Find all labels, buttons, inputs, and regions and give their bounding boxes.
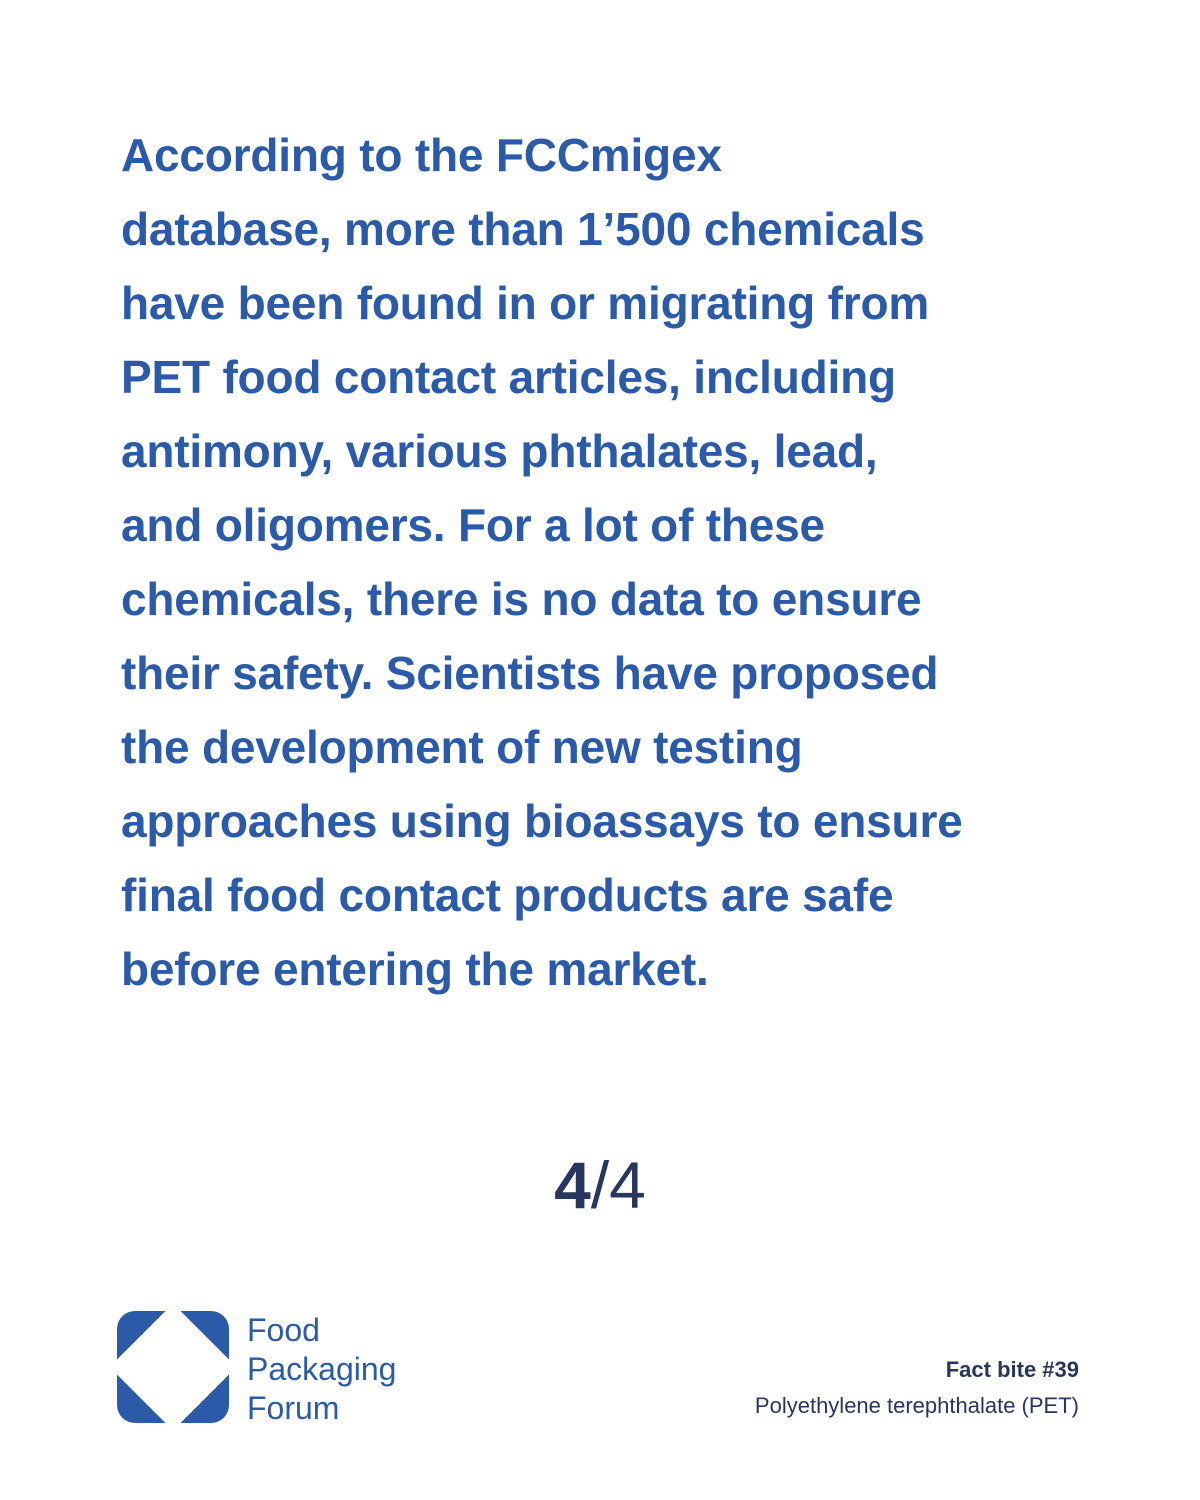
body-line: the development of new testing: [121, 721, 803, 773]
logo-word: Packaging: [247, 1351, 397, 1387]
fact-bite-title: Fact bite #39: [945, 1357, 1079, 1382]
body-line: database, more than 1’500 chemicals: [121, 203, 925, 255]
logo-word: Forum: [247, 1390, 340, 1426]
body-line: before entering the market.: [121, 943, 709, 995]
body-line: final food contact products are safe: [121, 869, 894, 921]
logo-mark-icon: [117, 1311, 229, 1423]
food-packaging-forum-logo: [117, 1311, 437, 1431]
logo-wordmark: [247, 1311, 396, 1428]
fact-body-text: [121, 118, 1111, 1006]
page-current: 4: [554, 1148, 591, 1222]
body-line: antimony, various phthalates, lead,: [121, 425, 878, 477]
body-line: chemicals, there is no data to ensure: [121, 573, 922, 625]
fact-bite-subtitle: Polyethylene terephthalate (PET): [754, 1393, 1079, 1418]
body-line: and oligomers. For a lot of these: [121, 499, 825, 551]
fact-bite-caption: [755, 1352, 1079, 1424]
page-separator: /: [590, 1148, 610, 1222]
body-line: their safety. Scientists have proposed: [121, 647, 939, 699]
body-line: have been found in or migrating from: [121, 277, 930, 329]
logo-word: Food: [247, 1312, 320, 1348]
page-indicator: [0, 1148, 1200, 1222]
body-line: According to the FCCmigex: [121, 129, 722, 181]
body-line: approaches using bioassays to ensure: [121, 795, 963, 847]
body-line: PET food contact articles, including: [121, 351, 896, 403]
page-total: 4: [609, 1148, 646, 1222]
